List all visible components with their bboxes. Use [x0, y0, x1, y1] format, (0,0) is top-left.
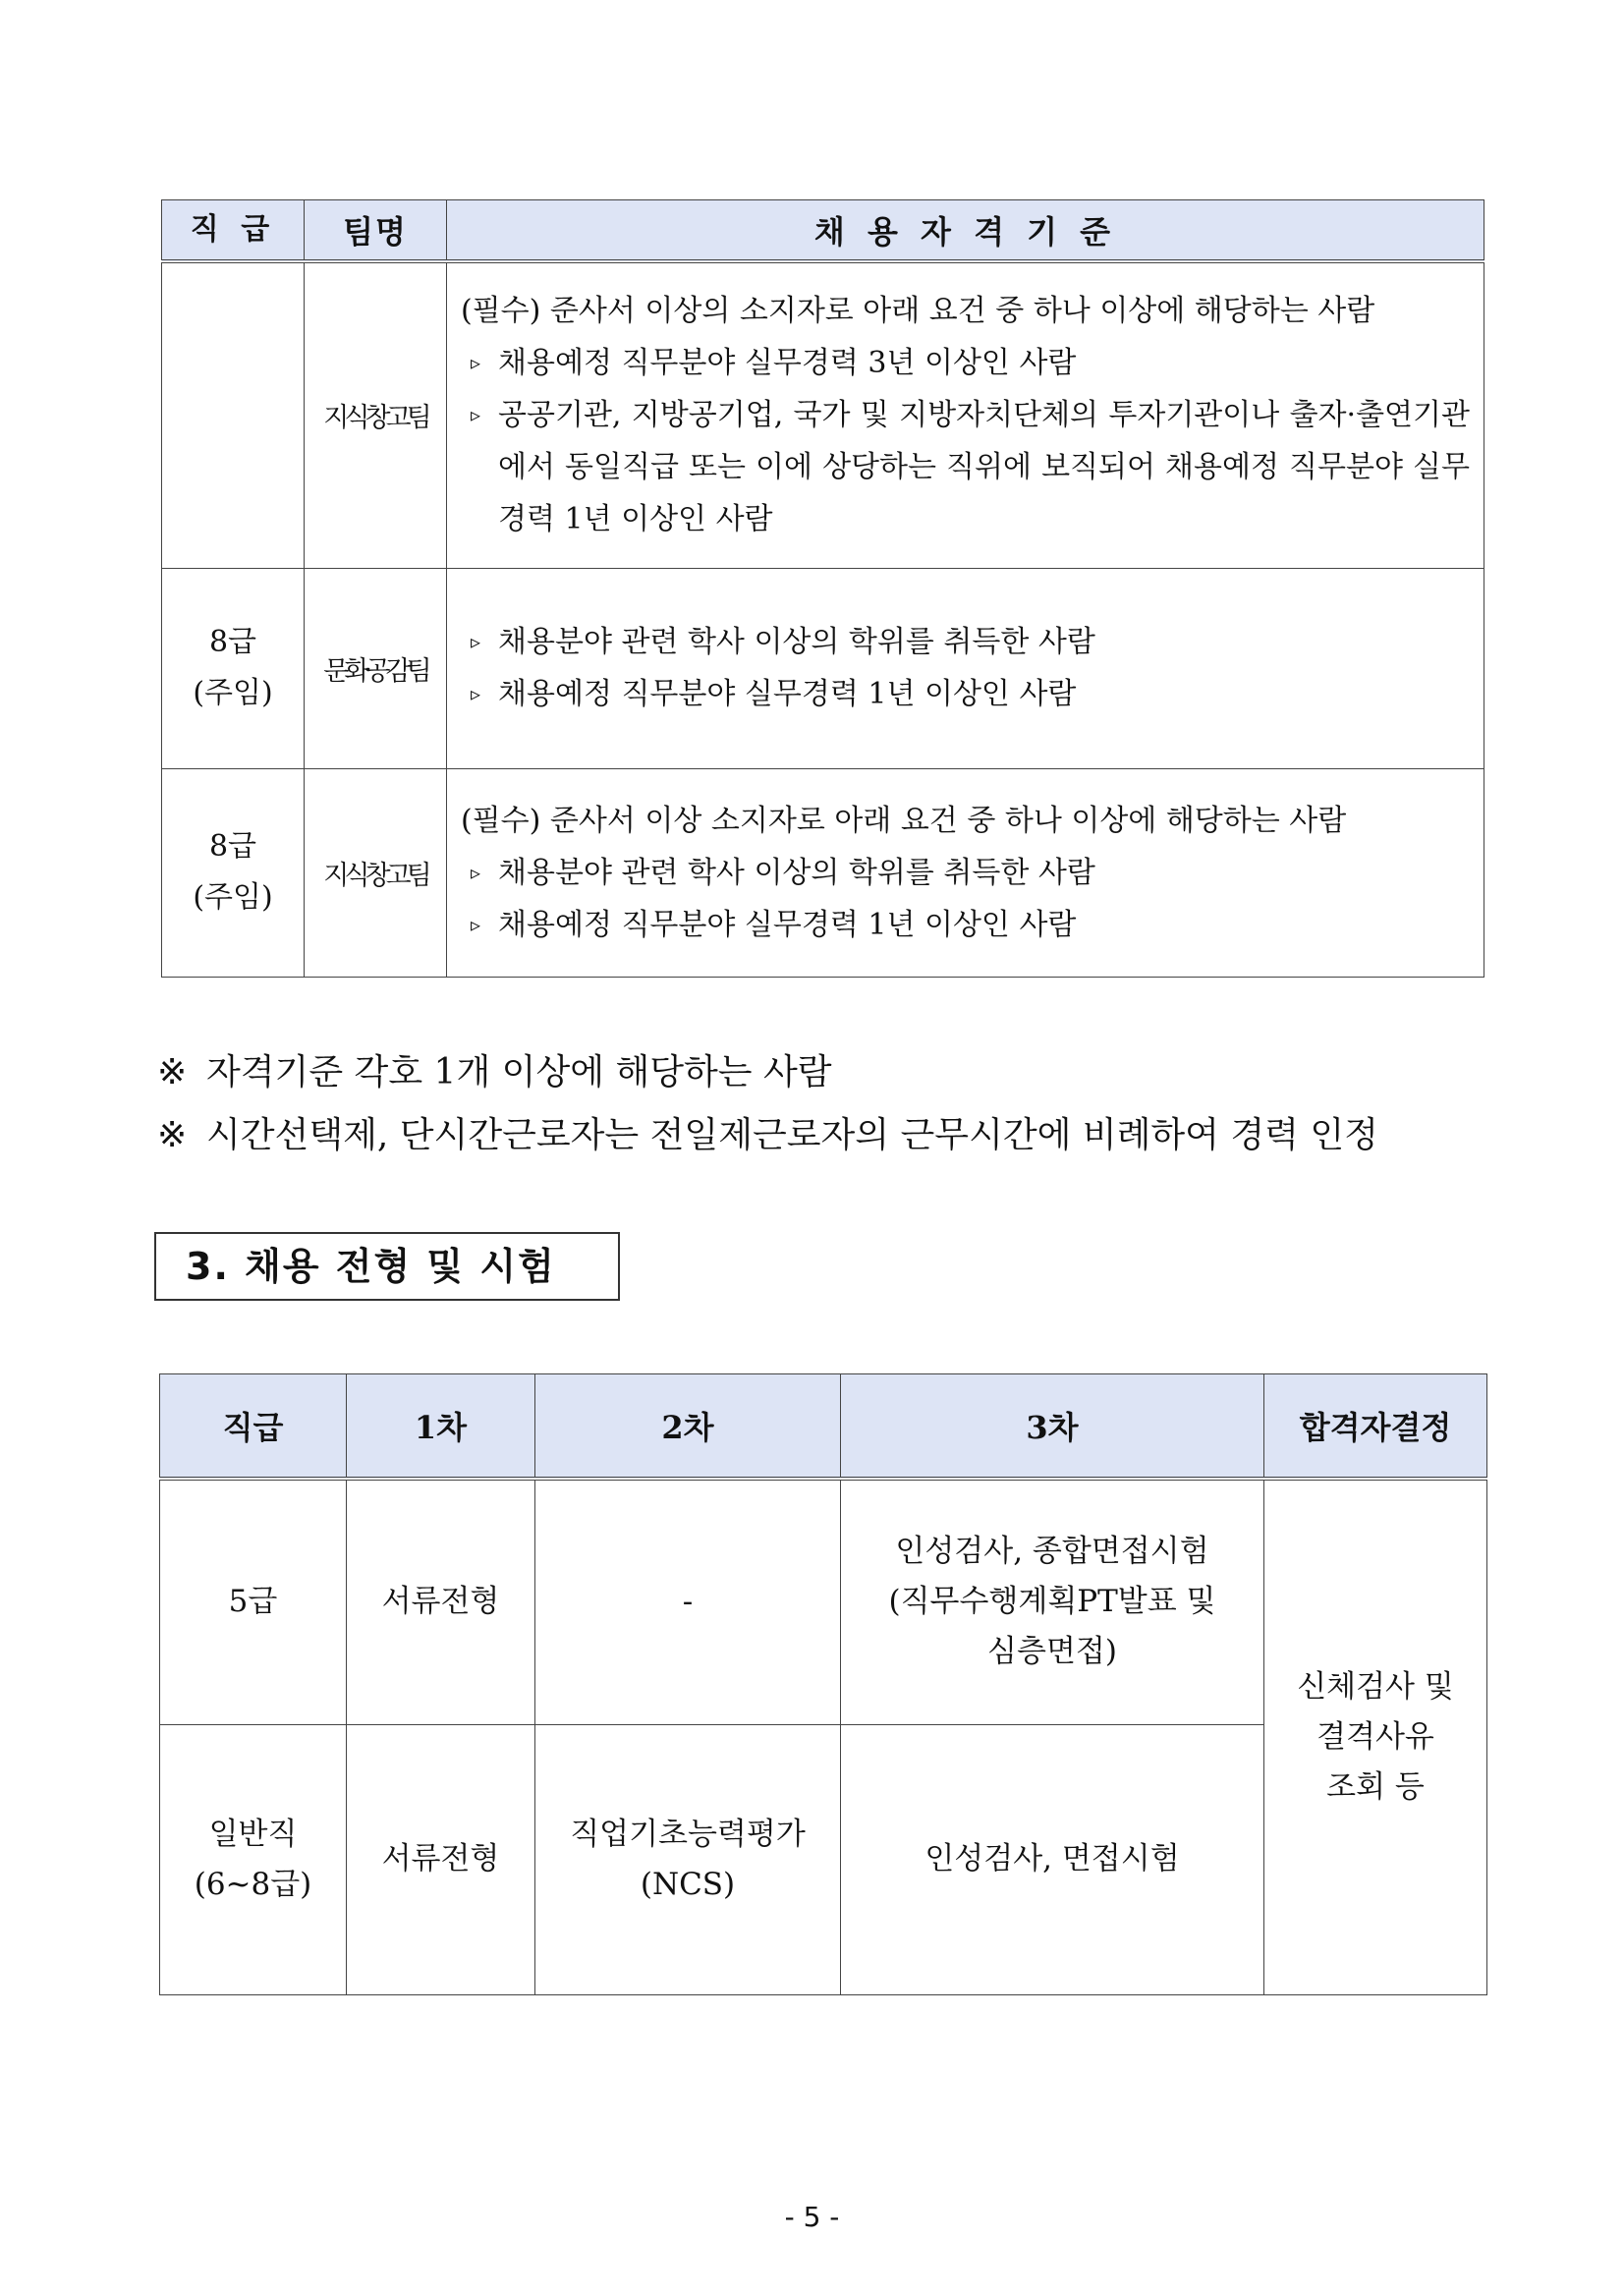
cell-line: 서류전형: [381, 1584, 500, 1620]
cell-line: -: [682, 1584, 694, 1620]
criterion-text: 채용예정 직무분야 실무경력 1년 이상인 사람: [498, 677, 1077, 711]
criterion-text: 공공기관, 지방공기업, 국가 및 지방자치단체의 투자기관이나 출자·출연기관에서 동일직급 또는 이에 상당하는 직위에 보직되어 채용예정 직무분야 실무경력 1년 이상인 사람: [498, 398, 1470, 537]
table-row: [162, 768, 1484, 977]
stage-2-cell: [535, 1479, 841, 1724]
page-number: - 5 -: [784, 2201, 840, 2233]
grade-line: 8급: [208, 829, 257, 864]
cell-line: 서류전형: [381, 1841, 500, 1876]
note-item: [157, 1041, 1493, 1104]
cell-line: 인성검사, 면접시험: [924, 1841, 1180, 1876]
reference-mark-icon: ※: [157, 1115, 188, 1155]
header-stage-1: 1차: [347, 1374, 535, 1480]
criterion-text: 채용예정 직무분야 실무경력 3년 이상인 사람: [498, 346, 1077, 381]
stage-2-cell: [535, 1724, 841, 1994]
note-text: 자격기준 각호 1개 이상에 해당하는 사람: [206, 1052, 832, 1092]
table-row: [162, 568, 1484, 768]
criterion-item: [461, 899, 1470, 951]
table-row: [162, 261, 1484, 568]
header-stage-2: 2차: [535, 1374, 841, 1480]
header-decision: 합격자결정: [1264, 1374, 1487, 1480]
cell-line: 인성검사, 종합면접시험: [895, 1534, 1209, 1570]
header-team: 팀명: [305, 200, 447, 262]
grade-cell: [160, 1479, 347, 1724]
header-criteria: 채 용 자 격 기 준: [447, 200, 1484, 262]
required-condition: (필수) 준사서 이상 소지자로 아래 요건 중 하나 이상에 해당하는 사람: [461, 803, 1347, 838]
notes: [157, 1041, 1493, 1167]
criterion-item: [461, 616, 1470, 668]
stage-1-cell: [347, 1724, 535, 1994]
stage-3-cell: [841, 1479, 1264, 1724]
grade-cell: [162, 768, 305, 977]
criterion-item: [461, 668, 1470, 720]
grade-cell: [160, 1724, 347, 1994]
criteria-cell: [447, 261, 1484, 568]
criterion-item: [461, 847, 1470, 899]
process-header-row: [160, 1374, 1487, 1480]
cell-line: 일반직: [208, 1816, 298, 1852]
cell-line: 5급: [228, 1584, 278, 1620]
cell-line: (6~8급): [194, 1866, 312, 1902]
stage-3-cell: [841, 1724, 1264, 1994]
triangle-bullet-icon: ▹: [471, 351, 481, 375]
table-row: [160, 1479, 1487, 1724]
cell-line: (NCS): [640, 1866, 736, 1902]
team-cell: 문화공감팀: [305, 568, 447, 768]
criterion-item: [461, 337, 1470, 389]
criteria-cell: [447, 768, 1484, 977]
triangle-bullet-icon: ▹: [471, 860, 481, 884]
criterion-text: 채용예정 직무분야 실무경력 1년 이상인 사람: [498, 907, 1077, 942]
grade-line: 8급: [208, 625, 257, 659]
cell-line: 결격사유: [1316, 1718, 1434, 1755]
criterion-text: 채용분야 관련 학사 이상의 학위를 취득한 사람: [498, 855, 1095, 890]
reference-mark-icon: ※: [157, 1052, 188, 1092]
stage-1-cell: [347, 1479, 535, 1724]
cell-line: 신체검사 및: [1297, 1668, 1454, 1705]
grade-cell: [162, 261, 305, 568]
header-stage-3: 3차: [841, 1374, 1264, 1480]
header-grade: 직 급: [162, 200, 305, 262]
section-title: 3. 채용 전형 및 시험: [154, 1232, 620, 1301]
note-item: [157, 1104, 1493, 1167]
triangle-bullet-icon: ▹: [471, 912, 481, 936]
criterion-text: 채용분야 관련 학사 이상의 학위를 취득한 사람: [498, 625, 1095, 659]
cell-line: 직업기초능력평가: [570, 1816, 806, 1852]
team-cell: 지식창고팀: [305, 261, 447, 568]
criteria-header-row: [162, 200, 1484, 262]
cell-line: (직무수행계획PT발표 및: [888, 1584, 1216, 1620]
triangle-bullet-icon: ▹: [471, 630, 481, 653]
criterion-item: [461, 389, 1470, 545]
decision-cell: [1264, 1479, 1487, 1994]
triangle-bullet-icon: ▹: [471, 682, 481, 705]
triangle-bullet-icon: ▹: [471, 403, 481, 427]
grade-line: (주임): [193, 676, 273, 710]
header-grade: 직급: [160, 1374, 347, 1480]
team-cell: 지식창고팀: [305, 768, 447, 977]
criteria-table: [161, 199, 1484, 978]
process-table: [159, 1373, 1487, 1995]
grade-cell: [162, 568, 305, 768]
cell-line: 심층면접): [987, 1634, 1117, 1670]
note-text: 시간선택제, 단시간근로자는 전일제근로자의 근무시간에 비례하여 경력 인정: [206, 1115, 1378, 1155]
grade-line: (주임): [193, 880, 273, 915]
cell-line: 조회 등: [1326, 1768, 1425, 1805]
required-condition: (필수) 준사서 이상의 소지자로 아래 요건 중 하나 이상에 해당하는 사람: [461, 294, 1375, 329]
criteria-cell: [447, 568, 1484, 768]
